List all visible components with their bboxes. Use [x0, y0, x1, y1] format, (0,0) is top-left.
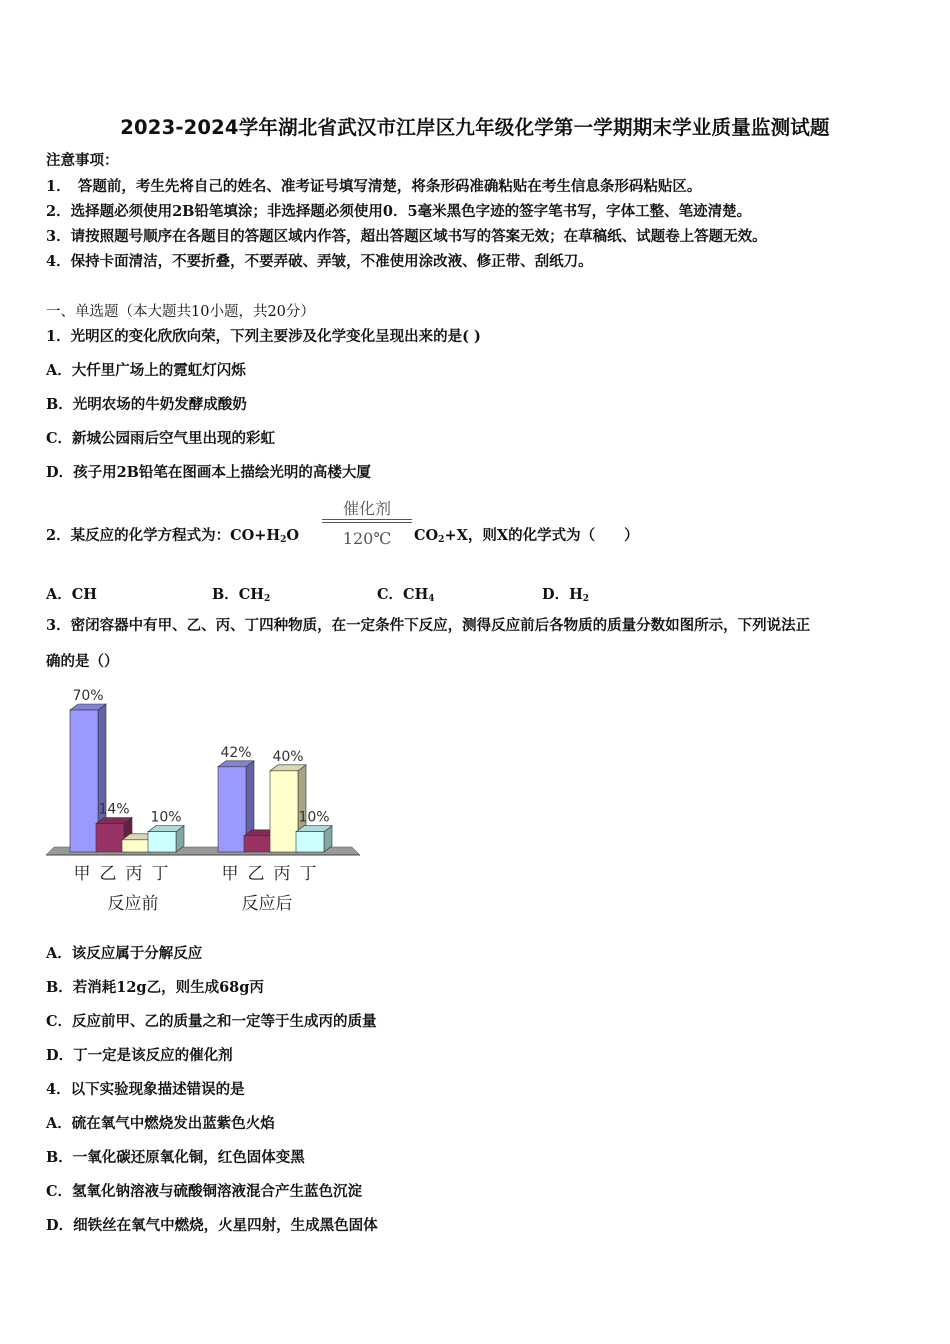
mass-fraction-chart	[40, 680, 370, 920]
q3-stem-cont: 确的是（）	[46, 653, 119, 670]
group-label: 反应后	[241, 894, 293, 914]
bar-value-label: 40%	[272, 748, 304, 765]
q3-stem: 3．密闭容器中有甲、乙、丙、丁四种物质，在一定条件下反应，测得反应前后各物质的质量分数如图所示，下列说法正	[46, 617, 811, 634]
equals-rule	[322, 519, 412, 520]
q1-option-d: D．孩子用2B铅笔在图画本上描绘光明的高楼大厦	[46, 464, 371, 481]
notice-item: 3．请按照题号顺序在各题目的答题区域内作答，超出答题区域书写的答案无效；在草稿纸、试题卷上答题无效。	[46, 228, 767, 245]
q2-lhs: 2．某反应的化学方程式为：$CO+H_2O$	[46, 527, 300, 545]
q2-option-c: C．$CH_4$	[377, 586, 435, 604]
bar-乙	[96, 824, 124, 852]
group-label: 反应前	[107, 894, 159, 914]
category-label: 乙	[247, 864, 265, 884]
q2-options	[46, 583, 606, 603]
category-label: 丙	[273, 864, 291, 884]
q1-option-c: C．新城公园雨后空气里出现的彩虹	[46, 430, 276, 447]
bar-value-label: 14%	[98, 801, 130, 818]
bar-value-label: 10%	[150, 809, 182, 826]
q4-option-c: C．氢氧化钠溶液与硫酸铜溶液混合产生蓝色沉淀	[46, 1183, 363, 1200]
bar-丙	[270, 771, 298, 852]
q1-option-a: A．大仟里广场上的霓虹灯闪烁	[46, 362, 246, 379]
q4-stem: 4．以下实验现象描述错误的是	[46, 1081, 245, 1098]
bar-value-label: 42%	[220, 744, 252, 761]
notice-item: 4．保持卡面清洁，不要折叠，不要弄破、弄皱，不准使用涂改液、修正带、刮纸刀。	[46, 253, 593, 270]
q1-option-b: B．光明农场的牛奶发酵成酸奶	[46, 396, 247, 413]
q3-option-c: C．反应前甲、乙的质量之和一定等于生成丙的质量	[46, 1013, 377, 1030]
bar-丁	[296, 832, 324, 852]
notice-heading: 注意事项：	[46, 152, 119, 169]
q2-option-a: A．CH	[46, 586, 97, 603]
q3-option-d: D．丁一定是该反应的催化剂	[46, 1047, 233, 1064]
category-label: 丁	[151, 864, 169, 884]
notice-item: 1． 答题前，考生先将自己的姓名、准考证号填写清楚，将条形码准确粘贴在考生信息条形码粘贴区。	[46, 178, 702, 195]
bar-value-label: 10%	[298, 809, 330, 826]
page-title: 2023-2024学年湖北省武汉市江岸区九年级化学第一学期期末学业质量监测试题	[120, 116, 830, 139]
q4-option-b: B．一氧化碳还原氧化铜，红色固体变黑	[46, 1149, 305, 1166]
bar-甲	[70, 710, 98, 852]
reaction-condition	[322, 496, 412, 552]
category-label: 丙	[125, 864, 143, 884]
category-label: 丁	[299, 864, 317, 884]
q2-option-d: D．$H_2$	[542, 586, 590, 604]
condition-catalyst: 催化剂	[342, 499, 391, 518]
q2-option-b: B．$CH_2$	[212, 586, 271, 604]
category-label: 甲	[221, 864, 239, 884]
condition-temperature: 120℃	[342, 529, 392, 548]
bar-甲	[218, 767, 246, 852]
q1-stem: 1．光明区的变化欣欣向荣，下列主要涉及化学变化呈现出来的是( )	[46, 328, 481, 345]
bar-value-label: 70%	[72, 688, 104, 704]
bar-丙	[122, 840, 150, 852]
q4-option-d: D．细铁丝在氧气中燃烧，火星四射，生成黑色固体	[46, 1217, 378, 1234]
section-heading: 一、单选题（本大题共10小题，共20分）	[46, 304, 315, 320]
notice-item: 2．选择题必须使用2B铅笔填涂；非选择题必须使用0．5毫米黑色字迹的签字笔书写，字体工整、笔迹清楚。	[46, 203, 752, 220]
bar-丁	[148, 832, 176, 852]
category-label: 甲	[73, 864, 91, 884]
q3-option-b: B．若消耗12g乙，则生成68g丙	[46, 979, 264, 996]
q3-option-a: A．该反应属于分解反应	[46, 945, 203, 962]
q4-option-a: A．硫在氧气中燃烧发出蓝紫色火焰	[46, 1115, 275, 1132]
q2-rhs: $CO_2+X$，则X的化学式为（ ）	[414, 527, 639, 545]
equals-rule	[322, 522, 412, 523]
bar-乙	[244, 836, 272, 852]
category-label: 乙	[99, 864, 117, 884]
